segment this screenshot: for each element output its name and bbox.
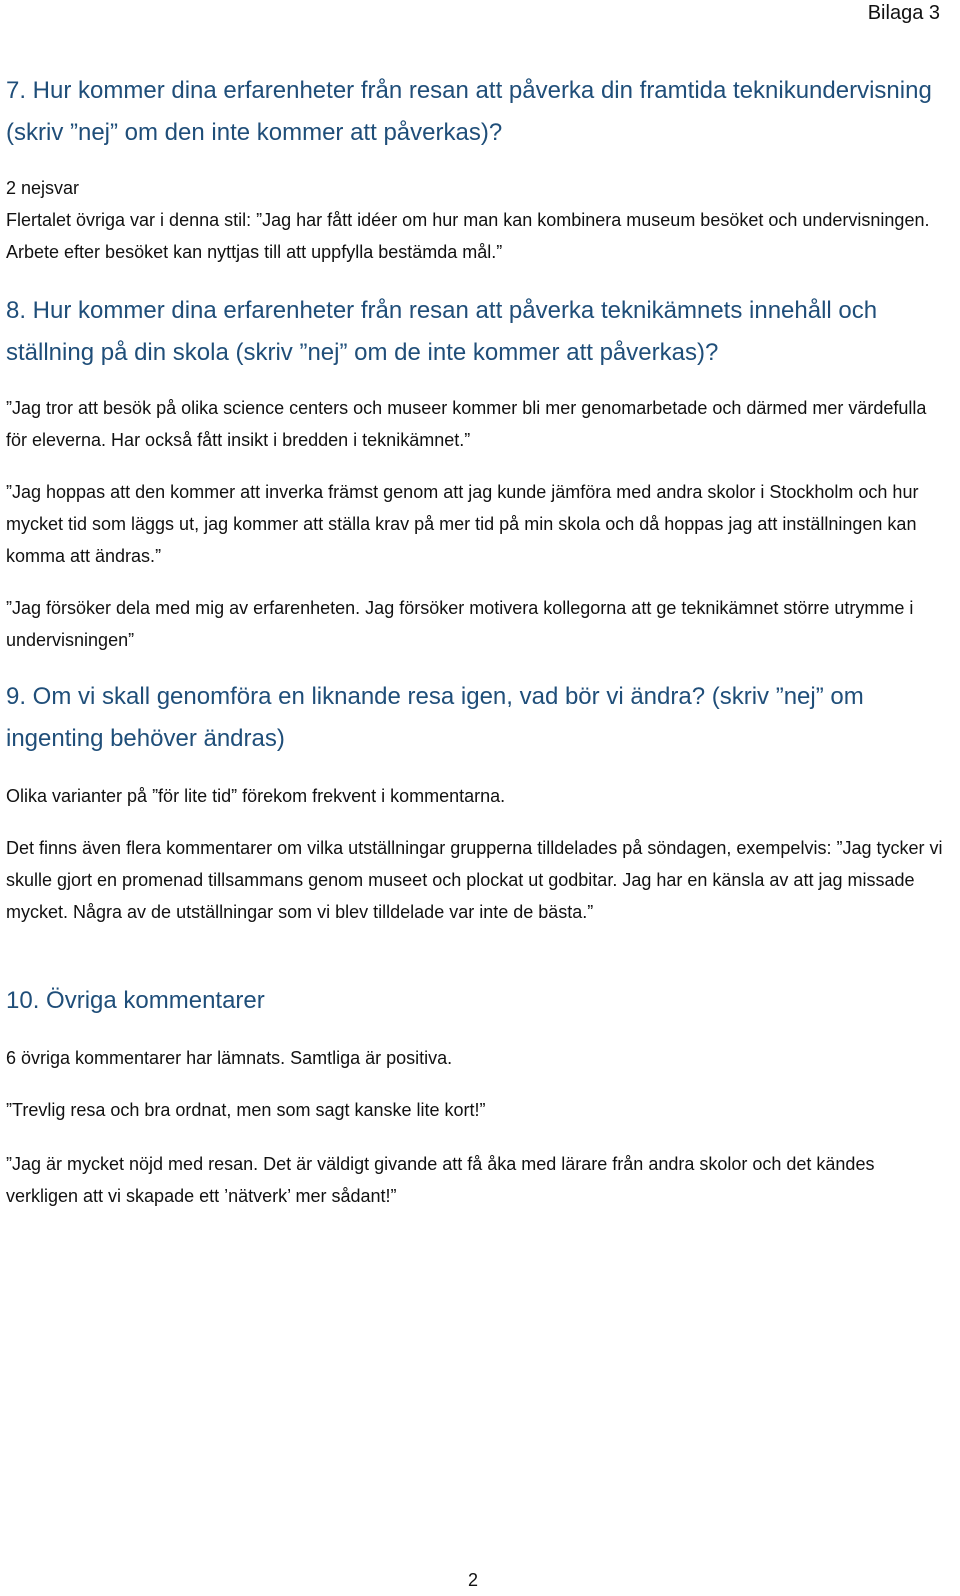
q8-answer-2: ”Jag hoppas att den kommer att inverka främst genom att jag kunde jämföra med andra skolor i Stockholm och hur mycket tid som läggs ut, jag kommer att ställa krav på mer tid på min skola och då hoppas jag att inställningen kan komma att ändras.” [6, 482, 919, 566]
appendix-label: Bilaga 3 [867, 2, 940, 24]
question-7-heading: 7. Hur kommer dina erfarenheter från resan att påverka din framtida teknikundervisning (skriv ”nej” om den inte kommer att påverkas)? [6, 77, 932, 146]
question-9-heading: 9. Om vi skall genomföra en liknande resa igen, vad bör vi ändra? (skriv ”nej” om ingenting behöver ändras) [6, 683, 864, 752]
q9-answer-1: Olika varianter på ”för lite tid” förekom frekvent i kommentarna. [6, 786, 506, 806]
question-8-heading: 8. Hur kommer dina erfarenheter från resan att påverka teknikämnets innehåll och ställning på din skola (skriv ”nej” om de inte kommer att påverkas)? [6, 297, 878, 366]
page-number: 2 [468, 1570, 479, 1590]
q10-answer-3: ”Jag är mycket nöjd med resan. Det är väldigt givande att få åka med lärare från andra skolor och det kändes verkligen att vi skapade ett ’nätverk’ mer sådant!” [6, 1154, 875, 1206]
q10-answer-2: ”Trevlig resa och bra ordnat, men som sagt kanske lite kort!” [6, 1100, 486, 1120]
q8-answer-1: ”Jag tror att besök på olika science centers och museer kommer bli mer genomarbetade och därmed mer värdefulla för eleverna. Har också fått insikt i bredden i teknikämnet.” [6, 398, 927, 450]
q8-answer-3: ”Jag försöker dela med mig av erfarenheten. Jag försöker motivera kollegorna att ge teknikämnet större utrymme i undervisningen” [6, 598, 914, 650]
q7-answer-summary: Flertalet övriga var i denna stil: ”Jag har fått idéer om hur man kan kombinera museum besöket och undervisningen. Arbete efter besöket kan nyttjas till att uppfylla bestämda mål.” [6, 210, 930, 262]
q9-answer-2: Det finns även flera kommentarer om vilka utställningar grupperna tilldelades på söndagen, exempelvis: ”Jag tycker vi skulle gjort en promenad tillsammans genom museet och plockat ut godbitar. Jag har en känsla av att jag missade mycket. Några av de utställningar som vi blev tilldelade var inte de bästa.” [6, 838, 943, 922]
question-10-heading: 10. Övriga kommentarer [6, 987, 265, 1014]
q10-answer-1: 6 övriga kommentarer har lämnats. Samtliga är positiva. [6, 1048, 453, 1068]
q7-answer-count: 2 nejsvar [6, 178, 80, 198]
